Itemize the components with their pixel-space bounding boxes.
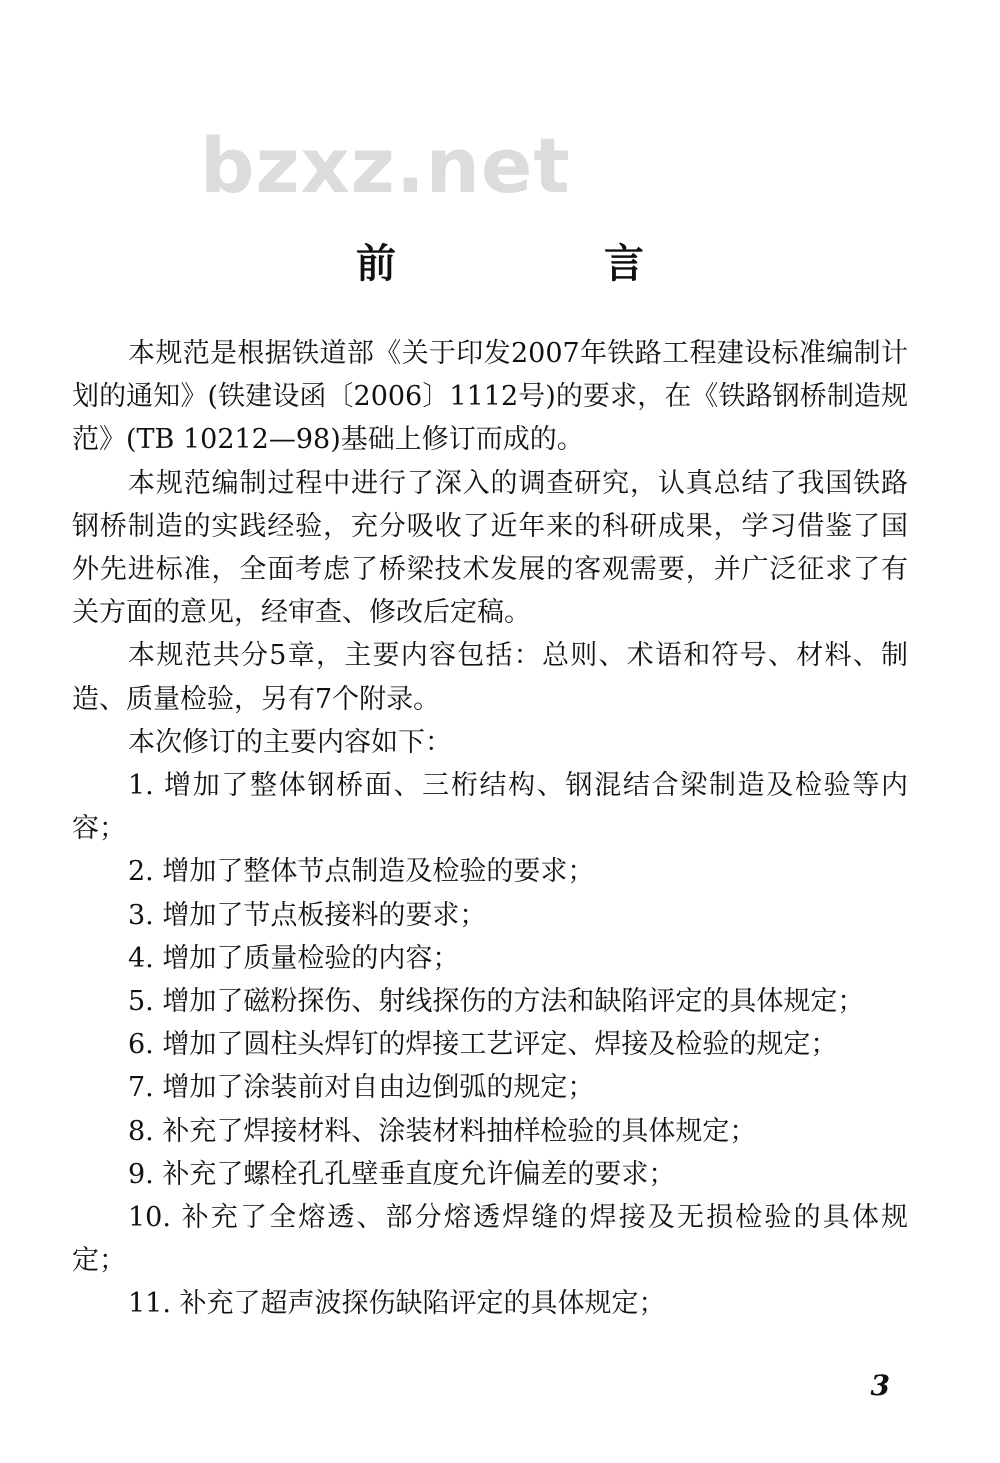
- paragraph-revision-intro: 本次修订的主要内容如下：: [128, 726, 452, 758]
- revision-item-7: 7. 增加了涂装前对自由边倒弧的规定；: [128, 1072, 595, 1104]
- revision-item-4: 4. 增加了质量检验的内容；: [128, 942, 460, 974]
- foreword-body: [72, 332, 908, 1326]
- revision-item-3: 3. 增加了节点板接料的要求；: [128, 899, 487, 931]
- revision-item-5: 5. 增加了磁粉探伤、射线探伤的方法和缺陷评定的具体规定；: [128, 986, 865, 1018]
- revision-item-9: 9. 补充了螺栓孔孔壁垂直度允许偏差的要求；: [128, 1158, 676, 1190]
- paragraph-structure: 本规范共分5章，主要内容包括：总则、术语和符号、材料、制造、质量检验，另有7个附录。: [72, 640, 908, 715]
- revision-item-8: 8. 补充了焊接材料、涂装材料抽样检验的具体规定；: [128, 1115, 757, 1147]
- revision-item-10: 10. 补充了全熔透、部分熔透焊缝的焊接及无损检验的具体规定；: [72, 1202, 908, 1277]
- watermark: bzxz.net: [200, 121, 571, 210]
- page-title: 前 言: [356, 240, 728, 287]
- page-number: 3: [870, 1369, 890, 1402]
- revision-item-11: 11. 补充了超声波探伤缺陷评定的具体规定；: [128, 1288, 666, 1320]
- paragraph-basis: 本规范是根据铁道部《关于印发2007年铁路工程建设标准编制计划的通知》(铁建设函〔2006〕1112号)的要求，在《铁路钢桥制造规范》(TB 10212—98)基础上修订而成的。: [72, 338, 908, 456]
- revision-item-1: 1. 增加了整体钢桥面、三桁结构、钢混结合梁制造及检验等内容；: [72, 770, 908, 845]
- revision-item-6: 6. 增加了圆柱头焊钉的焊接工艺评定、焊接及检验的规定；: [128, 1029, 838, 1061]
- paragraph-process: 本规范编制过程中进行了深入的调查研究，认真总结了我国铁路钢桥制造的实践经验，充分吸收了近年来的科研成果，学习借鉴了国外先进标准，全面考虑了桥梁技术发展的客观需要，并广泛征求了有关方面的意见，经审查、修改后定稿。: [72, 467, 908, 629]
- revision-item-2: 2. 增加了整体节点制造及检验的要求；: [128, 856, 595, 888]
